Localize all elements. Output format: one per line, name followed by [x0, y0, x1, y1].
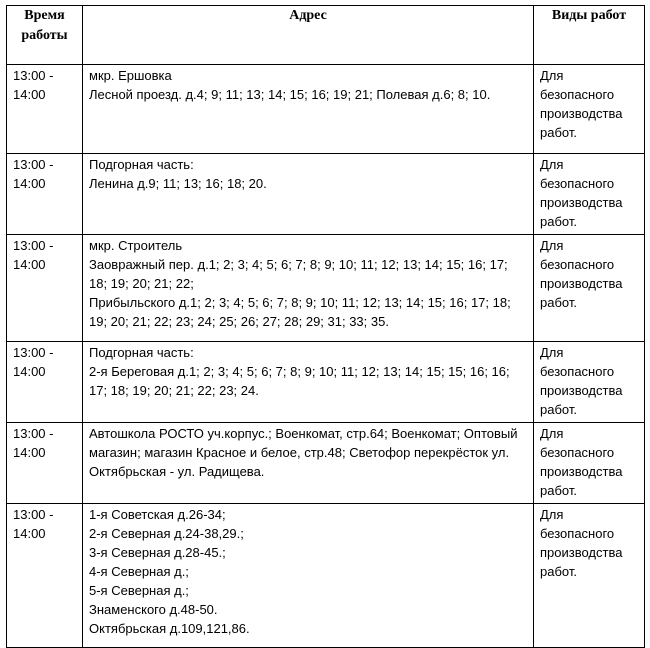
time-cell: 13:00 - 14:00 — [7, 342, 83, 423]
address-line: 2-я Береговая д.1; 2; 3; 4; 5; 6; 7; 8; 9; 10; 11; 12; 13; 14; 15; 15; 16; 16; 17; 18; 19; 20; 21; 22; 23; 24. — [89, 364, 510, 398]
address-line: Ленина д.9; 11; 13; 16; 18; 20. — [89, 176, 267, 191]
time-cell: 13:00 - 14:00 — [7, 65, 83, 154]
address-line: Знаменского д.48-50. — [89, 602, 218, 617]
address-cell — [83, 235, 534, 342]
address-cell — [83, 423, 534, 504]
work-type-cell: Для безопасного производства работ. — [534, 342, 645, 423]
time-cell: 13:00 - 14:00 — [7, 154, 83, 235]
header-address: Адрес — [83, 6, 534, 65]
address-cell — [83, 504, 534, 648]
address-line: Подгорная часть: — [89, 345, 194, 360]
address-line: Заовражный пер. д.1; 2; 3; 4; 5; 6; 7; 8; 9; 10; 11; 12; 13; 14; 15; 16; 17; 18; 19; 20; 21; 22; — [89, 257, 508, 291]
address-line: 3-я Северная д.28-45.; — [89, 545, 226, 560]
address-cell — [83, 154, 534, 235]
address-line: мкр. Строитель — [89, 238, 183, 253]
address-line: Октябрьская д.109,121,86. — [89, 621, 250, 636]
work-type-cell: Для безопасного производства работ. — [534, 65, 645, 154]
address-cell — [83, 65, 534, 154]
time-cell: 13:00 - 14:00 — [7, 423, 83, 504]
table-row — [7, 154, 645, 235]
address-line: 4-я Северная д.; — [89, 564, 189, 579]
time-cell: 13:00 - 14:00 — [7, 504, 83, 648]
table-row — [7, 342, 645, 423]
address-line: 5-я Северная д.; — [89, 583, 189, 598]
address-line: 2-я Северная д.24-38,29.; — [89, 526, 244, 541]
address-line: мкр. Ершовка — [89, 68, 172, 83]
address-line: Лесной проезд. д.4; 9; 11; 13; 14; 15; 16; 19; 21; Полевая д.6; 8; 10. — [89, 87, 491, 102]
table-row — [7, 423, 645, 504]
time-cell: 13:00 - 14:00 — [7, 235, 83, 342]
table-row — [7, 504, 645, 648]
outage-schedule-table — [6, 5, 645, 648]
address-line: Прибыльского д.1; 2; 3; 4; 5; 6; 7; 8; 9; 10; 11; 12; 13; 14; 15; 16; 17; 18; 19; 20; 21; 22; 23; 24; 25; 26; 27; 28; 29; 31; 33; 35. — [89, 295, 511, 329]
work-type-cell: Для безопасного производства работ. — [534, 504, 645, 648]
header-work-type: Виды работ — [534, 6, 645, 65]
header-row — [7, 6, 645, 65]
table-row — [7, 235, 645, 342]
address-line: Подгорная часть: — [89, 157, 194, 172]
table-row — [7, 65, 645, 154]
address-line: 1-я Советская д.26-34; — [89, 507, 226, 522]
work-type-cell: Для безопасного производства работ. — [534, 423, 645, 504]
work-type-cell: Для безопасного производства работ. — [534, 154, 645, 235]
address-line: Автошкола РОСТО уч.корпус.; Военкомат, стр.64; Военкомат; Оптовый магазин; магазин Красное и белое, стр.48; Светофор перекрёсток ул. Октябрьская - ул. Радищева. — [89, 426, 518, 479]
address-cell — [83, 342, 534, 423]
header-time: Время работы — [7, 6, 83, 65]
work-type-cell: Для безопасного производства работ. — [534, 235, 645, 342]
